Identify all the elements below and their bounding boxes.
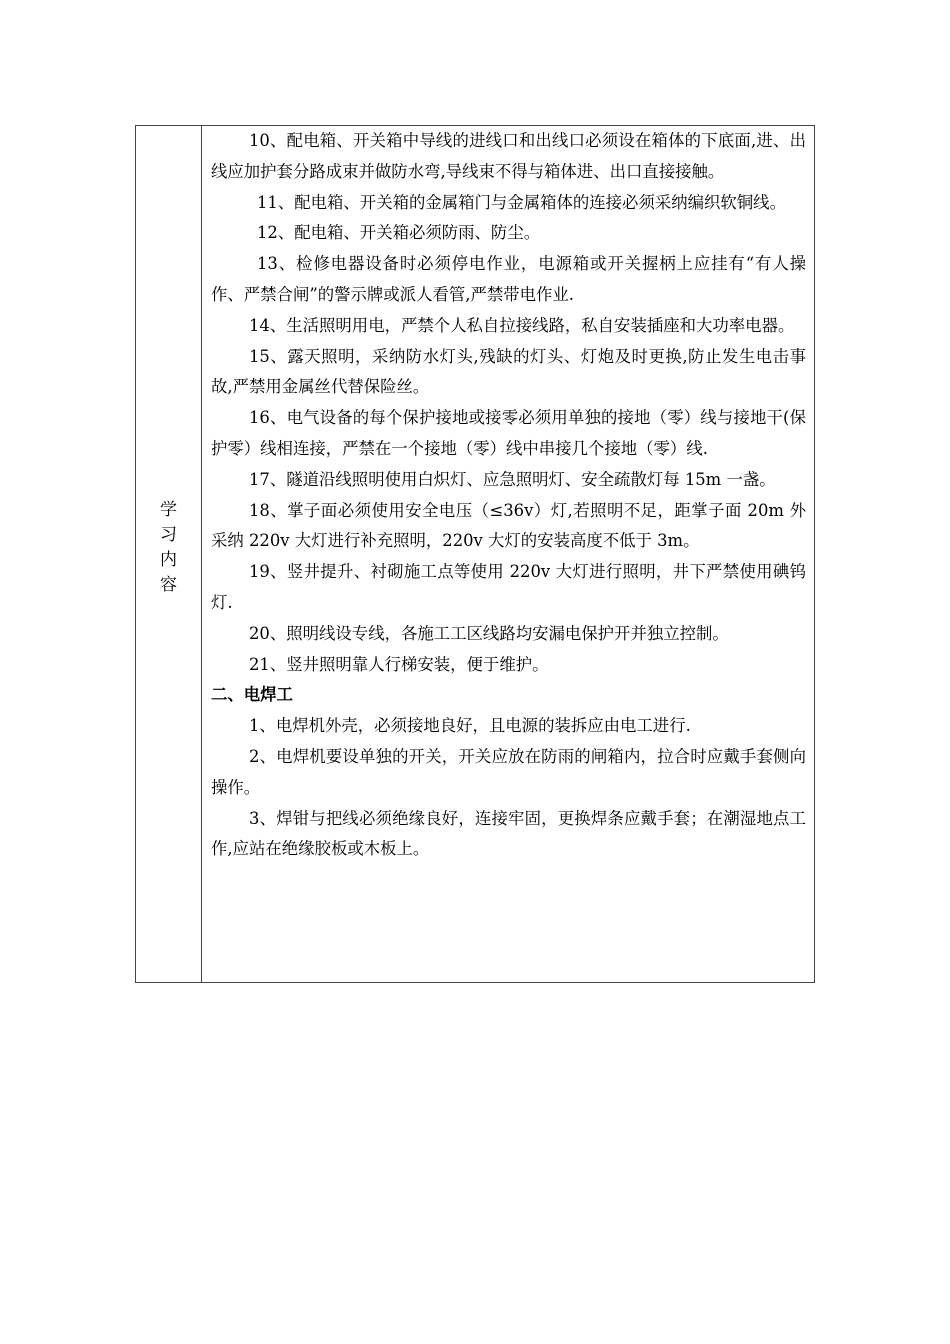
paragraph: 12、配电箱、开关箱必须防雨、防尘。: [257, 223, 541, 243]
paragraph: 18、掌子面必须使用安全电压（≤36v）灯,若照明不足，距掌子面 20m 外采纳 220v 大灯进行补充照明，220v 大灯的安装高度不低于 3m。: [211, 500, 806, 551]
paragraph: 15、露天照明，采纳防水灯头,残缺的灯头、灯炮及时更换,防止发生电击事故,严禁用金属丝代替保险丝。: [211, 346, 806, 397]
label-char: 学: [160, 500, 177, 520]
label-char: 内: [160, 550, 177, 570]
label-char: 习: [160, 525, 177, 545]
paragraph: 10、配电箱、开关箱中导线的进线口和出线口必须设在箱体的下底面,进、出线应加护套分路成束并做防水弯,导线束不得与箱体进、出口直接接触。: [211, 131, 806, 181]
paragraph: 16、电气设备的每个保护接地或接零必须用单独的接地（零）线与接地干(保护零）线相连接，严禁在一个接地（零）线中串接几个接地（零）线.: [211, 408, 806, 458]
section-label: [136, 498, 201, 598]
paragraph: 11、配电箱、开关箱的金属箱门与金属箱体的连接必须采纳编织软铜线。: [257, 192, 786, 212]
paragraph: 1、电焊机外壳，必须接地良好，且电源的装拆应由电工进行.: [249, 716, 691, 736]
paragraph: 14、生活照明用电，严禁个人私自拉接线路，私自安装插座和大功率电器。: [249, 315, 795, 335]
paragraph: 3、焊钳与把线必须绝缘良好，连接牢固，更换焊条应戴手套；在潮湿地点工作,应站在绝缘胶板或木板上。: [211, 808, 806, 859]
label-char: 容: [160, 575, 177, 595]
section-heading: 二、电焊工: [211, 685, 293, 705]
paragraph: 17、隧道沿线照明使用白炽灯、应急照明灯、安全疏散灯每 15m 一盏。: [249, 469, 776, 489]
study-content-table: [135, 125, 815, 983]
section-label-cell: [136, 126, 202, 982]
content-cell: [202, 126, 814, 982]
paragraph: 21、竖井照明靠人行梯安装，便于维护。: [249, 654, 549, 674]
paragraph: 20、照明线设专线，各施工工区线路均安漏电保护开并独立控制。: [249, 623, 729, 643]
paragraph: 19、竖井提升、衬砌施工点等使用 220v 大灯进行照明，井下严禁使用碘钨灯.: [211, 562, 806, 612]
paragraph: 2、电焊机要设单独的开关，开关应放在防雨的闸箱内，拉合时应戴手套侧向操作。: [211, 746, 806, 797]
paragraph: 13、检修电器设备时必须停电作业，电源箱或开关握柄上应挂有“有人操作、严禁合闸”的警示牌或派人看管,严禁带电作业.: [211, 254, 806, 304]
